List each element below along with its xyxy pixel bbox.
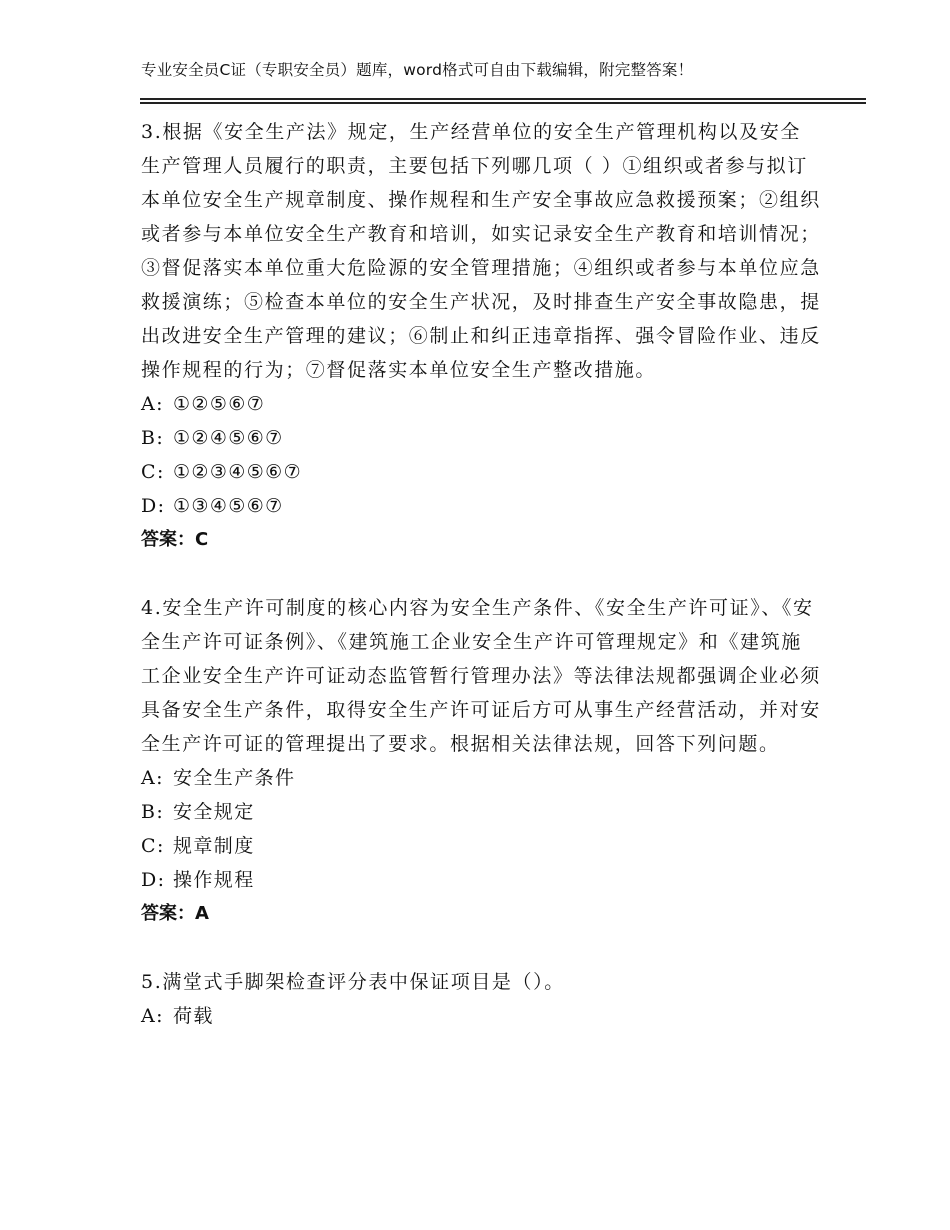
option-letter: D:: [141, 495, 166, 517]
option-text: 操作规程: [173, 869, 255, 891]
option-text: ①②④⑤⑥⑦: [173, 427, 284, 449]
option-text: 安全规定: [173, 801, 255, 823]
document-header: 专业安全员C证（专职安全员）题库，word格式可自由下载编辑，附完整答案！: [141, 61, 694, 79]
option-c: [141, 829, 821, 863]
question-3: [141, 115, 821, 557]
header-divider-bottom: [140, 102, 866, 104]
option-d: [141, 489, 821, 523]
option-a: [141, 387, 821, 421]
option-text: 安全生产条件: [173, 767, 296, 789]
option-text: 规章制度: [173, 835, 255, 857]
question-text: 5.满堂式手脚架检查评分表中保证项目是（）。: [141, 971, 565, 993]
header-divider-top: [140, 98, 866, 100]
question-5: [141, 965, 821, 1033]
option-letter: A:: [141, 767, 164, 789]
answer-label: 答案：C: [141, 529, 209, 550]
option-text: ①③④⑤⑥⑦: [173, 495, 284, 517]
question-list: [141, 115, 821, 1033]
option-b: [141, 795, 821, 829]
question-text: 4.安全生产许可制度的核心内容为安全生产条件、《安全生产许可证》、《安全生产许可证条例》、《建筑施工企业安全生产许可管理规定》和《建筑施工企业安全生产许可证动态监管暂行管理办法》等法律法规都强调企业必须具备安全生产条件，取得安全生产许可证后方可从事生产经营活动，并对安全生产许可证的管理提出了要求。根据相关法律法规，回答下列问题。: [141, 597, 821, 755]
option-text: ①②③④⑤⑥⑦: [173, 461, 303, 483]
answer-label: 答案：A: [141, 903, 209, 924]
option-letter: A:: [141, 1005, 164, 1027]
option-a: [141, 999, 821, 1033]
option-d: [141, 863, 821, 897]
option-letter: C:: [141, 835, 165, 857]
option-text: ①②⑤⑥⑦: [173, 393, 266, 415]
option-letter: B:: [141, 801, 165, 823]
question-text: 3.根据《安全生产法》规定，生产经营单位的安全生产管理机构以及安全生产管理人员履行的职责，主要包括下列哪几项（ ）①组织或者参与拟订本单位安全生产规章制度、操作规程和生产安全事故应急救援预案；②组织或者参与本单位安全生产教育和培训，如实记录安全生产教育和培训情况；③督促落实本单位重大危险源的安全管理措施；④组织或者参与本单位应急救援演练；⑤检查本单位的安全生产状况，及时排查生产安全事故隐患，提出改进安全生产管理的建议；⑥制止和纠正违章指挥、强令冒险作业、违反操作规程的行为；⑦督促落实本单位安全生产整改措施。: [141, 121, 821, 381]
option-text: 荷载: [173, 1005, 214, 1027]
option-letter: A:: [141, 393, 164, 415]
spacer: [141, 557, 821, 591]
spacer: [141, 931, 821, 965]
option-b: [141, 421, 821, 455]
option-letter: C:: [141, 461, 165, 483]
option-a: [141, 761, 821, 795]
question-4: [141, 591, 821, 931]
option-letter: D:: [141, 869, 166, 891]
option-c: [141, 455, 821, 489]
option-letter: B:: [141, 427, 165, 449]
